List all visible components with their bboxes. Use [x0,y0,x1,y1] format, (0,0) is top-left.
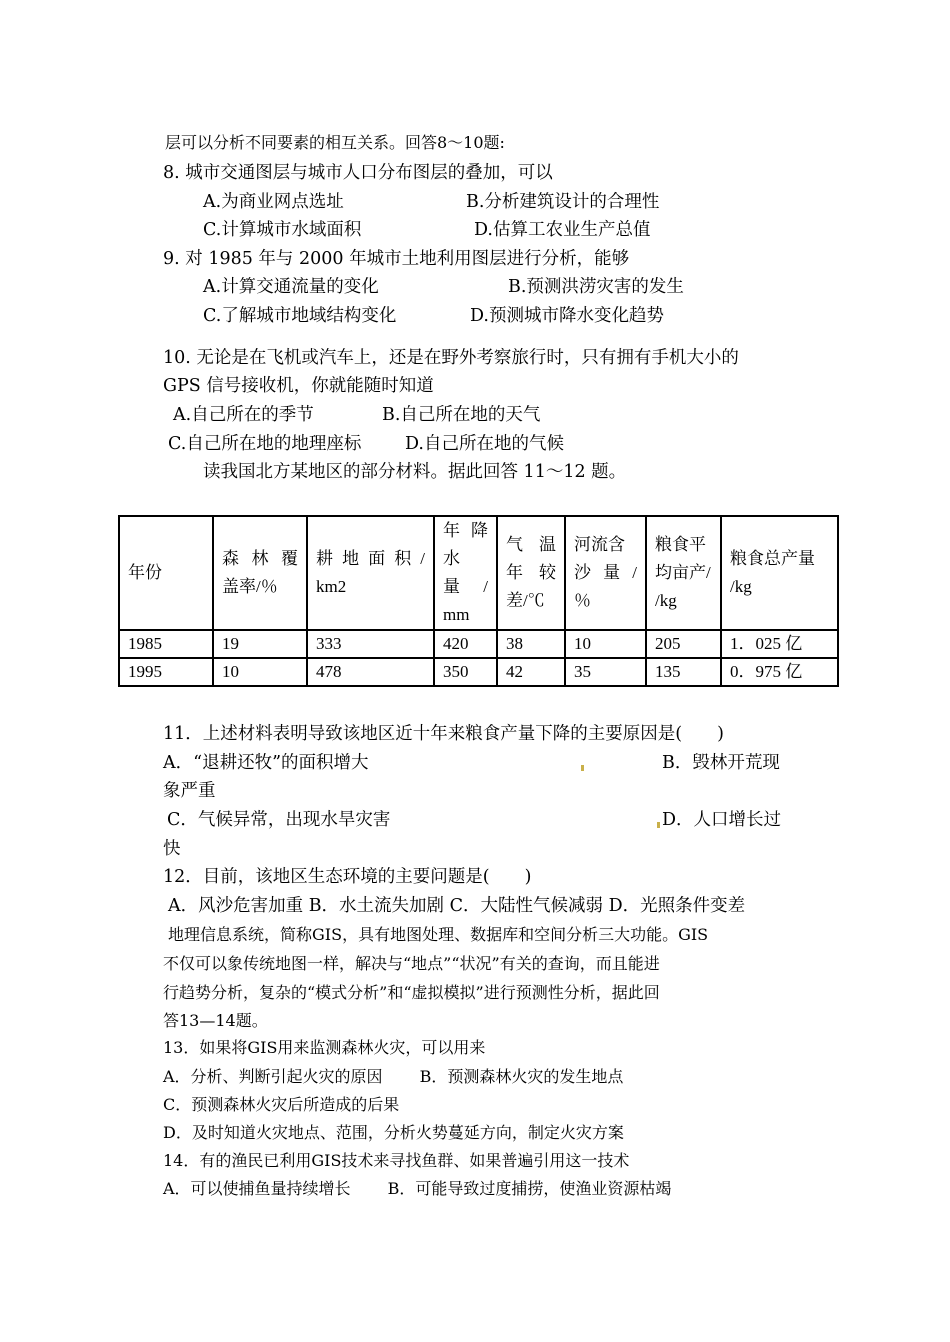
table-header-cell: 气 温 年 较 差/℃ [497,516,565,630]
question-10: 10. 无论是在飞机或汽车上，还是在野外考察旅行时，只有拥有手机大小的 [163,348,739,368]
gis-paragraph-line: 不仅可以象传统地图一样，解决与“地点”“状况”有关的查询，而且能进 [163,954,660,973]
reading-instruction: 读我国北方某地区的部分材料。据此回答 11～12 题。 [203,462,627,482]
table-cell: 135 [646,658,721,686]
table-header-cell: 年份 [119,516,213,630]
question-12: 12．目前，该地区生态环境的主要问题是( ) [163,867,532,887]
table-cell: 205 [646,630,721,658]
gis-paragraph-line: 行趋势分析，复杂的“模式分析”和“虚拟模拟”进行预测性分析，据此回 [163,983,660,1002]
options-12: A．风沙危害加重 B．水土流失加剧 C．大陆性气候减弱 D．光照条件变差 [168,896,746,916]
table-header-cell: 粮食平 均亩产/ /kg [646,516,721,630]
table-cell: 38 [497,630,565,658]
question-13: 13．如果将GIS用来监测森林火灾，可以用来 [163,1038,486,1057]
stray-mark [581,765,584,771]
table-cell: 478 [307,658,434,686]
table-cell: 10 [565,630,646,658]
options-14ab: A．可以使捕鱼量持续增长 B．可能导致过度捕捞，使渔业资源枯竭 [163,1179,672,1198]
table-cell: 42 [497,658,565,686]
table-cell: 19 [213,630,307,658]
option-10b: B.自己所在地的天气 [382,405,541,425]
option-11b-cont: 象严重 [163,781,216,801]
table-header-row [119,516,838,630]
question-8: 8. 城市交通图层与城市人口分布图层的叠加，可以 [163,163,553,183]
option-11b: B．毁林开荒现 [662,753,780,773]
table-header-cell: 河流含 沙 量 / ％ [565,516,646,630]
table-cell: 333 [307,630,434,658]
table-cell: 10 [213,658,307,686]
options-13ab: A．分析、判断引起火灾的原因 B．预测森林火灾的发生地点 [163,1067,624,1086]
stray-mark [657,822,660,828]
table-cell: 420 [434,630,497,658]
option-9a: A.计算交通流量的变化 [203,277,379,297]
question-10-cont: GPS 信号接收机，你就能随时知道 [163,376,434,396]
gis-paragraph-line: 答13—14题。 [163,1011,268,1030]
gis-paragraph-line: 地理信息系统，简称GIS，具有地图处理、数据库和空间分析三大功能。GIS [168,925,709,944]
table-cell: 35 [565,658,646,686]
table-cell: 1995 [119,658,213,686]
option-9c: C.了解城市地域结构变化 [203,306,397,326]
option-8b: B.分析建筑设计的合理性 [466,192,660,212]
table-row [119,630,838,658]
option-11d: D．人口增长过 [662,810,782,830]
option-10d: D.自己所在地的气候 [405,434,564,454]
question-9: 9. 对 1985 年与 2000 年城市土地利用图层进行分析，能够 [163,249,630,269]
option-11d-cont: 快 [163,839,181,859]
option-10a: A.自己所在的季节 [173,405,314,425]
table-header-cell: 粮食总产量 /kg [721,516,838,630]
option-11a: A．“退耕还牧”的面积增大 [163,753,369,773]
intro-line: 层可以分析不同要素的相互关系。回答8～10题: [165,133,505,152]
table-header-cell: 森 林 覆 盖率/％ [213,516,307,630]
option-9b: B.预测洪涝灾害的发生 [508,277,684,297]
table-cell: 350 [434,658,497,686]
option-11c: C．气候异常，出现水旱灾害 [167,810,391,830]
option-13c: C．预测森林火灾后所造成的后果 [163,1095,400,1114]
option-8d: D.估算工农业生产总值 [474,220,651,240]
table-cell: 1985 [119,630,213,658]
question-11: 11．上述材料表明导致该地区近十年来粮食产量下降的主要原因是( ) [163,724,724,744]
table-cell: 0．975 亿 [721,658,838,686]
table-header-cell: 年 降 水 量 / mm [434,516,497,630]
option-8c: C.计算城市水域面积 [203,220,362,240]
table-header-cell: 耕 地 面 积 / km2 [307,516,434,630]
option-9d: D.预测城市降水变化趋势 [470,306,664,326]
table-row [119,658,838,686]
table-cell: 1．025 亿 [721,630,838,658]
option-10c: C.自己所在地的地理座标 [168,434,362,454]
option-8a: A.为商业网点选址 [203,192,344,212]
data-table [118,515,839,687]
question-14: 14．有的渔民已利用GIS技术来寻找鱼群、如果普遍引用这一技术 [163,1151,630,1170]
option-13d: D．及时知道火灾地点、范围，分析火势蔓延方向，制定火灾方案 [163,1123,624,1142]
